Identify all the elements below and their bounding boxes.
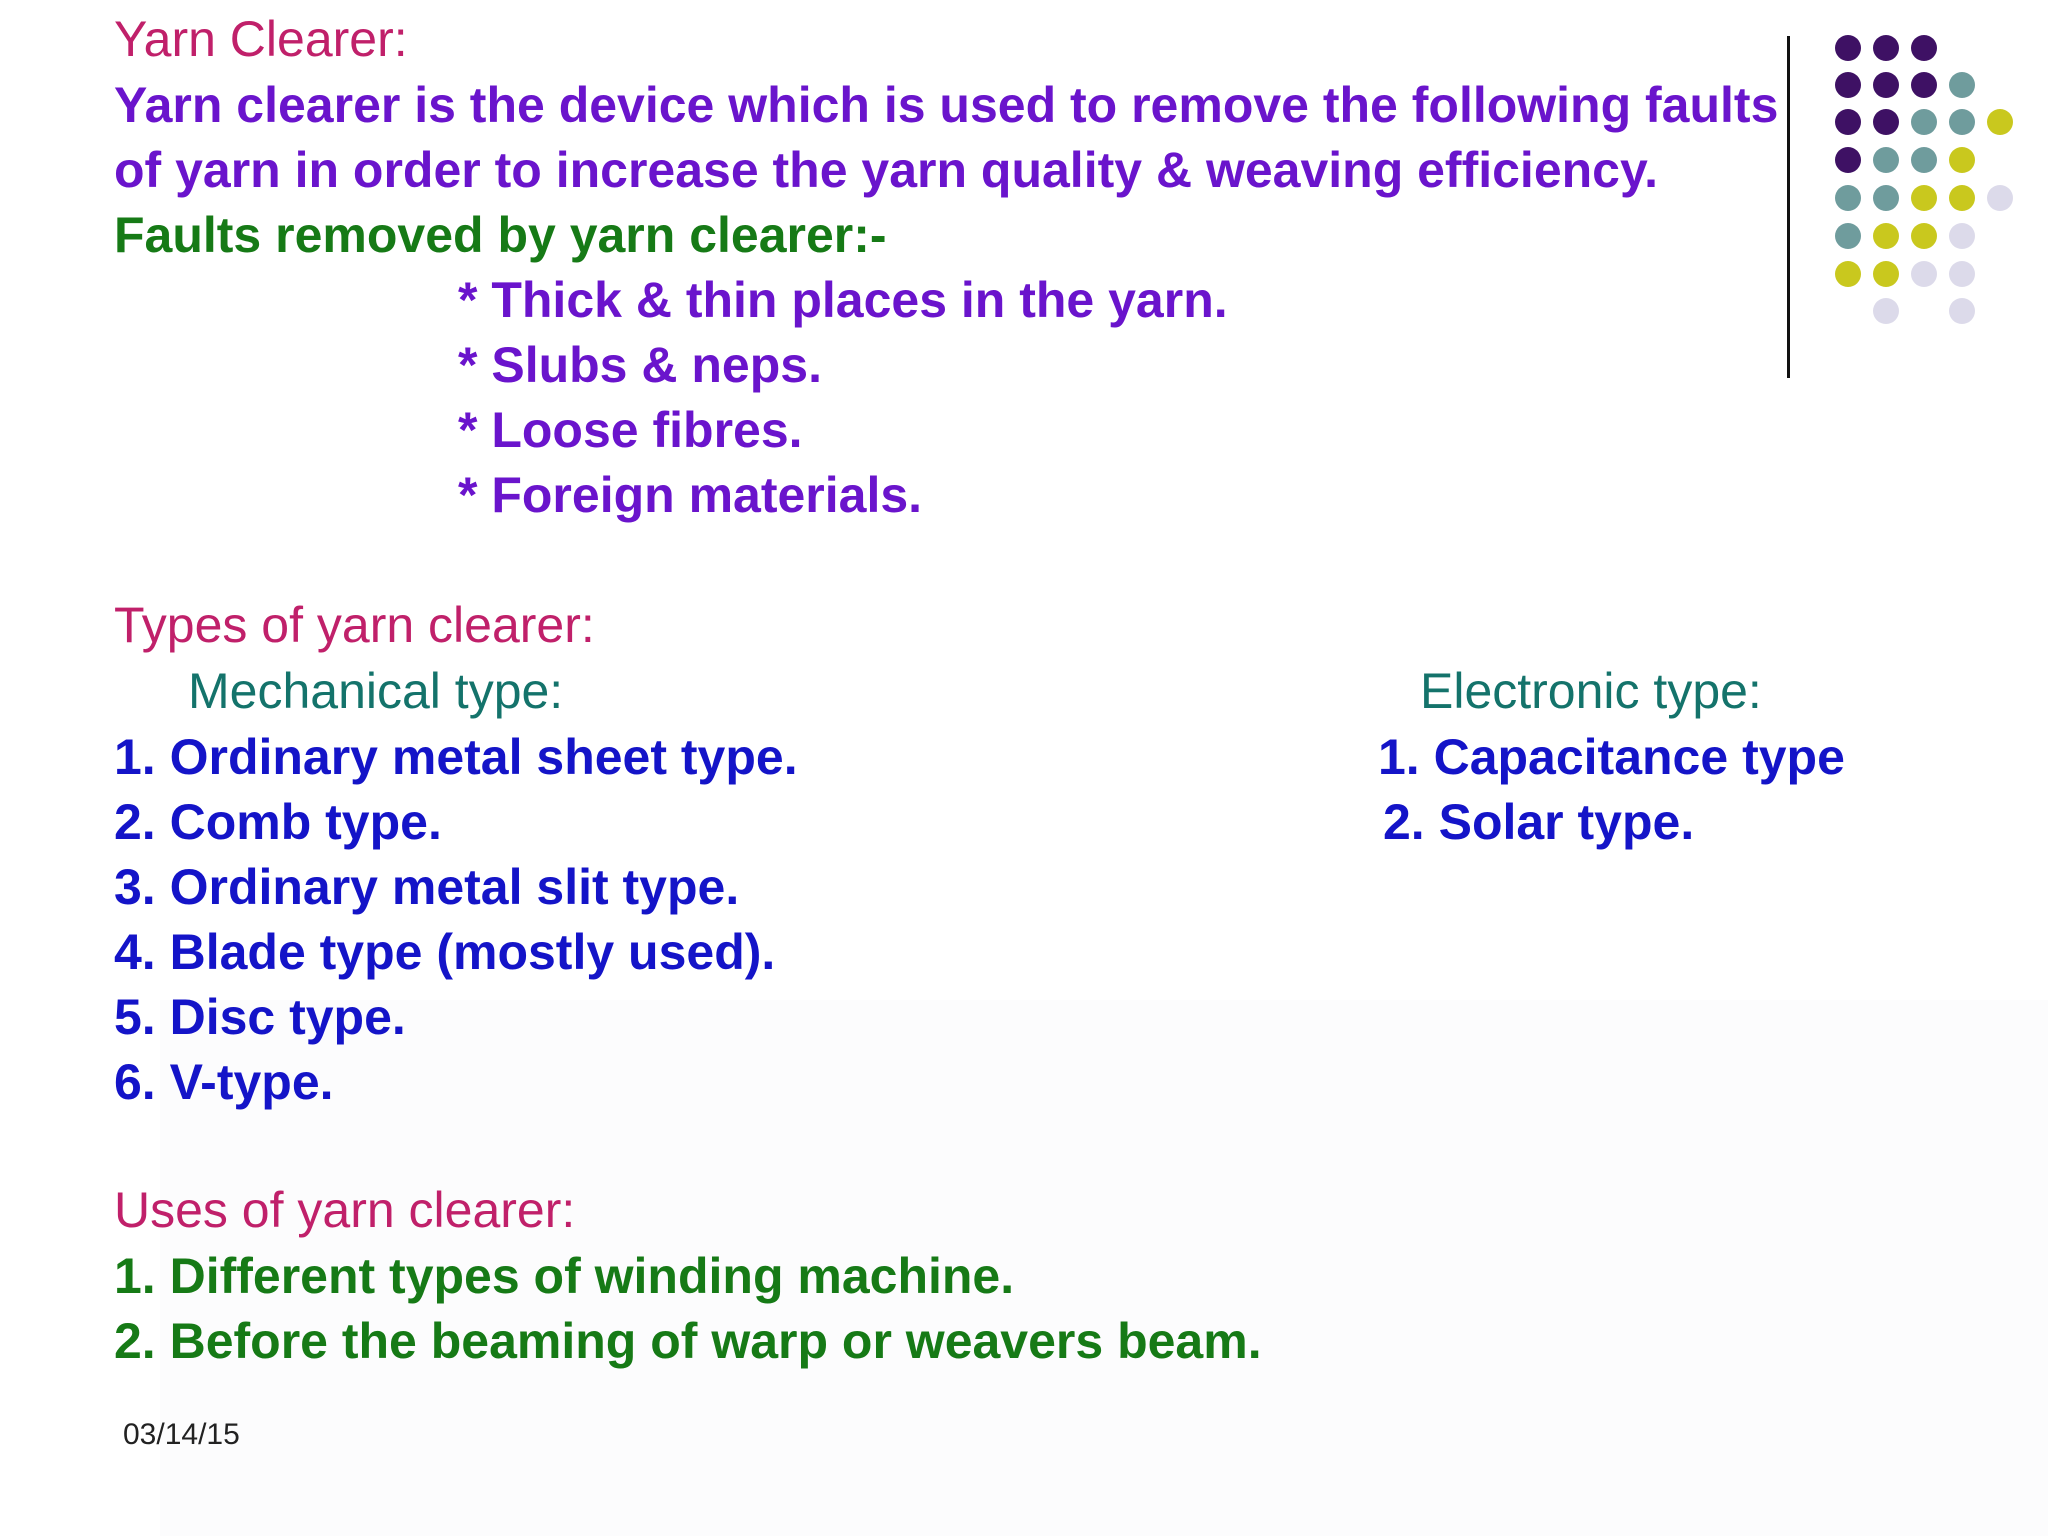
slide-date: 03/14/15 (123, 1418, 240, 1451)
decorative-dot (1873, 109, 1899, 135)
decorative-dot (1873, 223, 1899, 249)
mechanical-type-item: 3. Ordinary metal slit type. (114, 859, 740, 915)
decorative-dot (1949, 298, 1975, 324)
decorative-dot (1911, 35, 1937, 61)
decorative-dot (1949, 261, 1975, 287)
decorative-dot (1911, 72, 1937, 98)
decorative-dot (1911, 185, 1937, 211)
mechanical-type-item: 5. Disc type. (114, 989, 406, 1045)
uses-item: 2. Before the beaming of warp or weavers beam. (114, 1313, 1262, 1369)
decorative-dot (1835, 261, 1861, 287)
decorative-dot (1873, 261, 1899, 287)
decorative-dot (1873, 147, 1899, 173)
decorative-dot (1949, 109, 1975, 135)
decorative-dot (1873, 72, 1899, 98)
decorative-dot (1835, 185, 1861, 211)
fault-item: * Foreign materials. (458, 467, 923, 523)
mechanical-type-item: 2. Comb type. (114, 794, 442, 850)
decorative-dot (1949, 72, 1975, 98)
mechanical-type-item: 4. Blade type (mostly used). (114, 924, 776, 980)
decorative-dot (1873, 298, 1899, 324)
decorative-dot (1835, 223, 1861, 249)
electronic-type-item: 2. Solar type. (1383, 794, 1695, 850)
faults-heading: Faults removed by yarn clearer:- (114, 207, 887, 263)
electronic-type-heading: Electronic type: (1420, 663, 1762, 719)
slide-title: Yarn Clearer: (114, 11, 408, 67)
electronic-type-item: 1. Capacitance type (1378, 729, 1845, 785)
decorative-dot (1835, 35, 1861, 61)
decorative-dot (1987, 109, 2013, 135)
decorative-dot (1835, 109, 1861, 135)
decorative-dot (1949, 185, 1975, 211)
decorative-dot (1835, 72, 1861, 98)
decorative-dot (1949, 223, 1975, 249)
decorative-dot (1911, 147, 1937, 173)
decorative-dot (1911, 223, 1937, 249)
fault-item: * Slubs & neps. (458, 337, 822, 393)
mechanical-type-item: 6. V-type. (114, 1054, 334, 1110)
decorative-dot (1911, 109, 1937, 135)
types-heading: Types of yarn clearer: (114, 597, 595, 653)
uses-heading: Uses of yarn clearer: (114, 1182, 576, 1238)
decorative-dot (1949, 147, 1975, 173)
decorative-dot (1987, 185, 2013, 211)
decorative-dot (1835, 147, 1861, 173)
vertical-divider (1787, 36, 1790, 378)
decorative-dot (1911, 261, 1937, 287)
decorative-dot (1873, 185, 1899, 211)
uses-item: 1. Different types of winding machine. (114, 1248, 1015, 1304)
decorative-dot (1873, 35, 1899, 61)
definition-line-1: Yarn clearer is the device which is used to remove the following faults (114, 77, 1779, 133)
mechanical-type-item: 1. Ordinary metal sheet type. (114, 729, 798, 785)
fault-item: * Thick & thin places in the yarn. (458, 272, 1228, 328)
fault-item: * Loose fibres. (458, 402, 803, 458)
definition-line-2: of yarn in order to increase the yarn quality & weaving efficiency. (114, 142, 1658, 198)
mechanical-type-heading: Mechanical type: (188, 663, 564, 719)
